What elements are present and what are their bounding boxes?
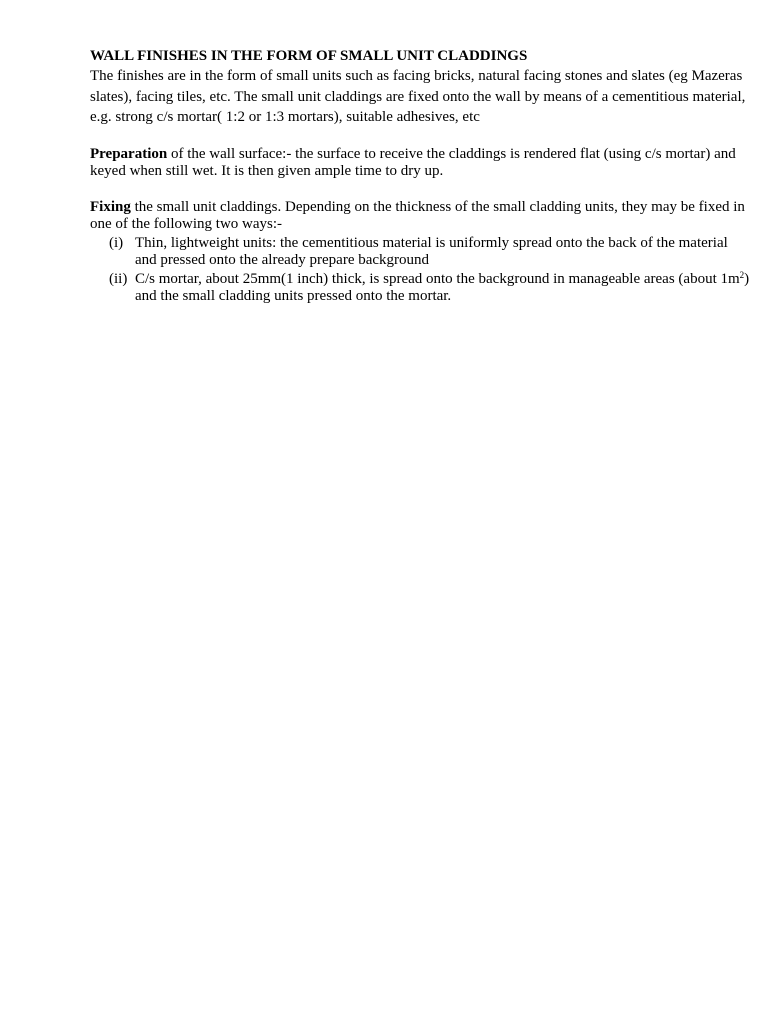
list-item-text-before: C/s mortar, about 25mm(1 inch) thick, is spread onto the background in manageable areas (about 1m <box>135 270 740 287</box>
document-page <box>90 46 750 306</box>
list-item-number: (i) <box>109 234 124 251</box>
fixing-label: Fixing <box>90 198 131 215</box>
intro-paragraph: The finishes are in the form of small units such as facing bricks, natural facing stones and slates (eg Mazeras slates), facing tiles, etc. The small unit claddings are fixed onto the wall by means of a cementitious material, e.g. strong c/s mortar( 1:2 or 1:3 mortars), suitable adhesives, etc <box>90 68 746 125</box>
list-item-text-after: ) and the small cladding units pressed onto the mortar. <box>135 270 750 304</box>
fixing-paragraph <box>90 199 750 234</box>
fixing-methods-list <box>90 235 750 306</box>
superscript-two: 2 <box>739 269 745 280</box>
fixing-text: the small unit claddings. Depending on the thickness of the small cladding units, they may be fixed in one of the following two ways:- <box>90 198 745 232</box>
list-item-text <box>135 271 750 306</box>
list-item-text: Thin, lightweight units: the cementitious material is uniformly spread onto the back of the material and pressed onto the already prepare background <box>135 234 728 268</box>
list-item <box>90 235 750 270</box>
list-item <box>90 271 750 306</box>
list-item-number: (ii) <box>109 270 128 287</box>
preparation-paragraph <box>90 146 750 181</box>
preparation-label: Preparation <box>90 145 168 162</box>
document-title: WALL FINISHES IN THE FORM OF SMALL UNIT CLADDINGS <box>90 48 528 64</box>
preparation-text: of the wall surface:- the surface to receive the claddings is rendered flat (using c/s mortar) and keyed when still wet. It is then given ample time to dry up. <box>90 145 736 179</box>
